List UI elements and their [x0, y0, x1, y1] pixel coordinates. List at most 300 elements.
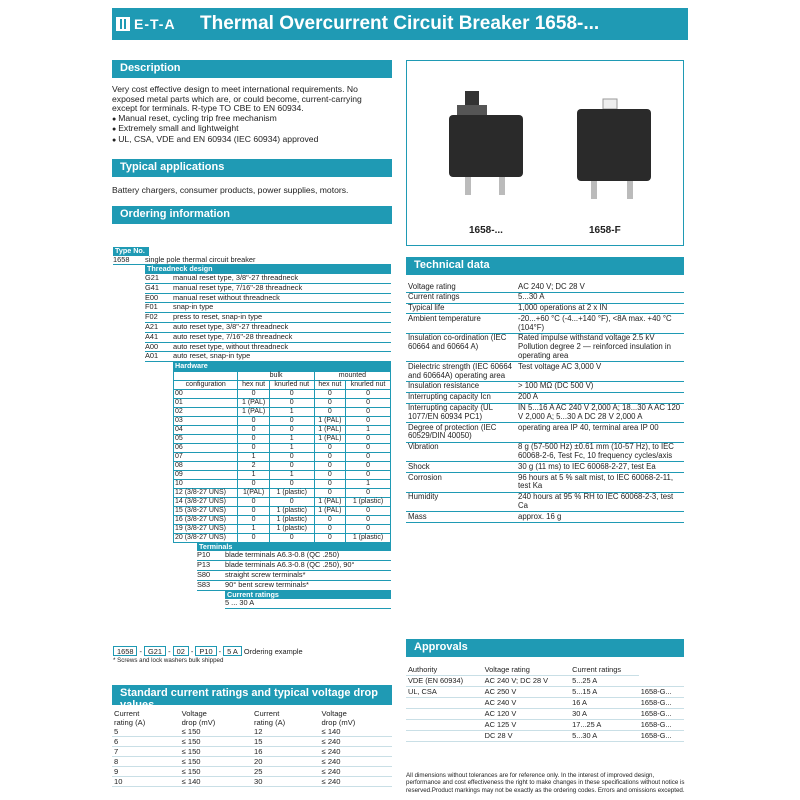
thread-desc: manual reset type, 7/16"-28 threadneck	[173, 282, 303, 292]
thread-code: A41	[145, 331, 159, 341]
hw-cell: 1 (plastic)	[269, 488, 314, 497]
hw-cell: 0	[238, 506, 269, 515]
tech-key: Degree of protection (IEC 60529/DIN 40050)	[406, 423, 516, 443]
std-col-header: Current rating (A)	[253, 709, 286, 727]
tech-value: 96 hours at 5 % salt mist, to IEC 60068-2-11, test Ka	[516, 473, 684, 493]
hw-cell: 1 (plastic)	[269, 524, 314, 533]
hw-cell: 0	[346, 488, 391, 497]
std-cell: ≤ 240	[320, 757, 392, 767]
hw-cell: 0	[314, 461, 345, 470]
hw-cell: 0	[314, 443, 345, 452]
tech-key: Vibration	[406, 442, 516, 462]
tech-key: Dielectric strength (IEC 60664 and 60664A) operating area	[406, 362, 516, 382]
hw-row	[174, 479, 391, 488]
std-row	[112, 777, 392, 787]
hw-cell: 0	[346, 416, 391, 425]
hw-cell: 0	[314, 470, 345, 479]
std-cell: ≤ 140	[320, 727, 392, 737]
hw-cell: 1 (plastic)	[346, 533, 391, 542]
hw-cell: 03	[174, 416, 238, 425]
hw-cell: 1(PAL)	[238, 488, 269, 497]
std-cell: ≤ 150	[180, 727, 252, 737]
hw-cell: 0	[346, 452, 391, 461]
std-col-header: Current rating (A)	[114, 709, 146, 727]
hw-cell: 0	[346, 524, 391, 533]
approvals-row	[406, 709, 684, 720]
description-heading: Description	[112, 60, 392, 78]
std-cell: ≤ 240	[320, 737, 392, 747]
std-row	[112, 747, 392, 757]
hw-cell: 0	[238, 479, 269, 488]
hw-bulk: bulk	[238, 371, 314, 380]
hw-cell: 0	[269, 452, 314, 461]
tech-key: Ambient temperature	[406, 314, 516, 334]
tech-row	[406, 423, 684, 443]
hw-cell: 1	[269, 443, 314, 452]
terminal-rows	[197, 551, 391, 590]
approvals-cell: 5...30 A	[570, 731, 639, 742]
tech-key: Current ratings	[406, 292, 516, 303]
hw-cell: 0	[314, 524, 345, 533]
tech-row	[406, 292, 684, 303]
hw-row	[174, 488, 391, 497]
description-line: except for terminals. R-type TO CBE to EN 60934.	[112, 103, 304, 114]
std-cell: 20	[252, 757, 320, 767]
tech-value: 240 hours at 95 % RH to IEC 60068-2-3, test Ca	[516, 492, 684, 512]
ordering-footnote: * Screws and lock washers bulk shipped	[113, 657, 224, 664]
page-header	[112, 8, 688, 40]
std-cell: 6	[112, 737, 180, 747]
hw-cell: 09	[174, 470, 238, 479]
ratings-section	[225, 591, 391, 609]
tech-key: Interrupting capacity Icn	[406, 392, 516, 403]
example-type: 1658	[113, 646, 137, 656]
tech-value: 8 g (57-500 Hz) ±0.61 mm (10-57 Hz), to IEC 60068-2-6, Test Fc, 10 frequency cycles/axis	[516, 442, 684, 462]
breaker-body-2	[577, 109, 651, 181]
std-cell: ≤ 240	[320, 747, 392, 757]
type-desc: single pole thermal circuit breaker	[145, 254, 256, 264]
approvals-cell	[639, 676, 684, 687]
thread-code: E00	[145, 292, 159, 302]
terminals-section	[197, 543, 391, 609]
hw-header-row	[174, 380, 391, 389]
thread-code: G21	[145, 272, 159, 282]
hw-cell: 1 (plastic)	[269, 506, 314, 515]
thread-code: F01	[145, 302, 158, 312]
approvals-cell	[406, 731, 483, 742]
terminal-desc: straight screw terminals*	[225, 569, 306, 579]
tech-key: Corrosion	[406, 473, 516, 493]
hw-cell: 0	[346, 506, 391, 515]
hw-col-header: knurled nut	[269, 380, 314, 389]
std-row	[112, 767, 392, 777]
tech-value: Test voltage AC 3,000 V	[516, 362, 684, 382]
approvals-cell: AC 240 V	[483, 698, 571, 709]
bullet-item: ● UL, CSA, VDE and EN 60934 (IEC 60934) approved	[112, 134, 318, 144]
hw-cell: 0	[269, 533, 314, 542]
example-hardware: 02	[173, 646, 189, 656]
hw-cell: 0	[314, 488, 345, 497]
std-header-row	[112, 709, 392, 727]
approvals-cell	[406, 720, 483, 731]
thread-label: Threadneck design	[145, 265, 391, 274]
approvals-col-header: Voltage rating	[483, 665, 571, 676]
hw-cell: 0	[346, 515, 391, 524]
reset-button-1	[465, 91, 479, 105]
bullet-list	[112, 114, 402, 146]
tech-body	[406, 282, 684, 523]
approvals-col-header: Authority	[406, 665, 483, 676]
breaker-body-1	[449, 115, 523, 177]
hw-cell: 0	[269, 416, 314, 425]
description-line: Very cost effective design to meet international requirements. No	[112, 84, 358, 94]
terminal-1b	[499, 177, 505, 195]
hw-row	[174, 452, 391, 461]
approvals-header-row	[406, 665, 684, 676]
example-rating: 5 A	[223, 646, 242, 656]
applications-heading: Typical applications	[112, 159, 392, 177]
approvals-row	[406, 687, 684, 698]
hw-cell: 2	[238, 461, 269, 470]
approvals-body	[406, 676, 684, 742]
hw-row	[174, 470, 391, 479]
hw-row	[174, 425, 391, 434]
tech-row	[406, 512, 684, 523]
hw-cell: 20 (3/8-27 UNS)	[174, 533, 238, 542]
hw-cell: 0	[269, 425, 314, 434]
approvals-row	[406, 698, 684, 709]
hardware-table	[173, 371, 391, 543]
tech-row	[406, 492, 684, 512]
thread-rows	[145, 274, 391, 362]
hw-row	[174, 497, 391, 506]
hw-cell: 07	[174, 452, 238, 461]
approvals-cell: 5...15 A	[570, 687, 639, 698]
approvals-cell	[406, 709, 483, 720]
hw-cell: 0	[346, 443, 391, 452]
approvals-cell	[406, 698, 483, 709]
hw-col-header: hex nut	[314, 380, 345, 389]
disclaimer: All dimensions without tolerances are for reference only. In the interest of improved design, performance and cost effectiveness the right to make changes in these specifications without notice is reserved.Product markings may not be exactly as the ordering codes. Errors and omissions excepted.	[406, 772, 685, 794]
bullet-item: ● Manual reset, cycling trip free mechanism	[112, 113, 277, 123]
thread-desc: auto reset type, without threadneck	[173, 341, 289, 351]
approvals-cell: 1658-G...	[639, 698, 684, 709]
thread-code: A21	[145, 321, 159, 331]
thread-desc: press to reset, snap-in type	[173, 312, 263, 322]
tech-key: Typical life	[406, 303, 516, 314]
tech-key: Interrupting capacity (UL 1077/EN 60934 PC1)	[406, 403, 516, 423]
hw-row	[174, 533, 391, 542]
hw-cell: 0	[346, 407, 391, 416]
approvals-row	[406, 731, 684, 742]
std-cell: 10	[112, 777, 180, 787]
hw-cell: 1 (PAL)	[314, 416, 345, 425]
hw-cell: 0	[346, 398, 391, 407]
hw-cell: 19 (3/8-27 UNS)	[174, 524, 238, 533]
approvals-cell: 1658-G...	[639, 731, 684, 742]
hw-col-header: hex nut	[238, 380, 269, 389]
tech-row	[406, 403, 684, 423]
approvals-heading: Approvals	[406, 639, 684, 657]
hw-cell: 04	[174, 425, 238, 434]
hw-row	[174, 443, 391, 452]
tech-key: Insulation resistance	[406, 381, 516, 392]
approvals-cell: 1658-G...	[639, 687, 684, 698]
hw-cell: 0	[238, 425, 269, 434]
hw-cell: 12 (3/8-27 UNS)	[174, 488, 238, 497]
hw-cell: 1 (PAL)	[314, 506, 345, 515]
ordering-block	[113, 247, 391, 609]
threadneck-1	[457, 105, 487, 115]
hw-cell: 1	[238, 470, 269, 479]
std-cell: 25	[252, 767, 320, 777]
approvals-cell: UL, CSA	[406, 687, 483, 698]
std-cell: ≤ 150	[180, 747, 252, 757]
hw-cell: 1 (PAL)	[314, 497, 345, 506]
hw-cell: 01	[174, 398, 238, 407]
terminal-desc: blade terminals A6.3-0.8 (QC .250)	[225, 550, 340, 560]
std-cell: 7	[112, 747, 180, 757]
std-cell: 5	[112, 727, 180, 737]
std-cell: 16	[252, 747, 320, 757]
hw-row	[174, 398, 391, 407]
hw-cell: 0	[314, 398, 345, 407]
tech-value: 1,000 operations at 2 x IN	[516, 303, 684, 314]
hw-cell: 1 (plastic)	[346, 497, 391, 506]
hw-body	[174, 389, 391, 542]
std-cell: ≤ 140	[180, 777, 252, 787]
hw-cell: 0	[238, 515, 269, 524]
approvals-cell: AC 240 V; DC 28 V	[483, 676, 571, 687]
hw-cell: 0	[314, 533, 345, 542]
approvals-cell: 17...25 A	[570, 720, 639, 731]
hw-cell: 0	[238, 389, 269, 398]
approvals-cell: AC 120 V	[483, 709, 571, 720]
thread-desc: auto reset, snap-in type	[173, 351, 251, 361]
hw-col-header: configuration	[174, 380, 238, 389]
hw-cell: 0	[269, 479, 314, 488]
hw-row	[174, 407, 391, 416]
hw-cell: 00	[174, 389, 238, 398]
ordering-heading: Ordering information	[112, 206, 392, 224]
std-cell: 30	[252, 777, 320, 787]
hw-cell: 1 (PAL)	[314, 434, 345, 443]
type-label: Type No.	[113, 247, 149, 256]
hardware-section	[173, 362, 391, 609]
thread-desc: auto reset type, 3/8"-27 threadneck	[173, 321, 289, 331]
std-cell: 12	[252, 727, 320, 737]
hw-cell: 0	[238, 497, 269, 506]
approvals-cell: DC 28 V	[483, 731, 571, 742]
hw-blank	[174, 371, 238, 380]
eta-logo	[116, 13, 192, 35]
thread-code: A00	[145, 341, 159, 351]
hw-row	[174, 524, 391, 533]
std-cell: ≤ 150	[180, 767, 252, 777]
hw-cell: 0	[314, 479, 345, 488]
hw-cell: 08	[174, 461, 238, 470]
hw-row	[174, 416, 391, 425]
tech-row	[406, 381, 684, 392]
example-thread: G21	[144, 646, 166, 656]
hw-cell: 0	[269, 461, 314, 470]
thread-section	[145, 265, 391, 609]
description-line: exposed metal parts which are, or could become, current-carrying	[112, 93, 362, 104]
page-title: Thermal Overcurrent Circuit Breaker 1658-...	[200, 13, 600, 34]
std-cell: 8	[112, 757, 180, 767]
tech-row	[406, 333, 684, 361]
hw-cell: 0	[238, 416, 269, 425]
std-cell: ≤ 150	[180, 737, 252, 747]
hw-row	[174, 506, 391, 515]
hw-cell: 0	[269, 389, 314, 398]
tech-key: Humidity	[406, 492, 516, 512]
technical-heading: Technical data	[406, 257, 684, 275]
logo-icon	[116, 17, 130, 31]
hw-row	[174, 434, 391, 443]
terminal-code: P10	[197, 550, 211, 560]
hw-cell: 0	[238, 443, 269, 452]
thread-desc: snap-in type	[173, 302, 214, 312]
approvals-cell: AC 250 V	[483, 687, 571, 698]
tech-value: -20...+60 °C (-4...+140 °F), <8A max. +40 °C (104°F)	[516, 314, 684, 334]
std-row	[112, 727, 392, 737]
approvals-cell: AC 125 V	[483, 720, 571, 731]
description-text	[112, 85, 402, 146]
terminal-desc: 90° bent screw terminals*	[225, 579, 309, 589]
example-label: Ordering example	[243, 647, 303, 656]
product-photo	[406, 60, 684, 246]
tech-row	[406, 462, 684, 473]
hw-cell: 1 (PAL)	[314, 425, 345, 434]
hw-row	[174, 515, 391, 524]
hw-row	[174, 461, 391, 470]
reset-button-2	[603, 99, 617, 109]
tech-row	[406, 362, 684, 382]
tech-key: Voltage rating	[406, 282, 516, 292]
hardware-label: Hardware	[173, 362, 391, 371]
example-terminal: P10	[195, 646, 216, 656]
approvals-cell: 1658-G...	[639, 709, 684, 720]
hw-cell: 06	[174, 443, 238, 452]
ratings-label: Current ratings	[225, 591, 391, 600]
tech-row	[406, 392, 684, 403]
hw-cell: 0	[238, 434, 269, 443]
hw-cell: 1 (PAL)	[238, 407, 269, 416]
tech-value: 30 g (11 ms) to IEC 60068-2-27, test Ea	[516, 462, 684, 473]
hw-cell: 1	[269, 407, 314, 416]
approvals-table	[406, 665, 684, 742]
tech-key: Insulation co-ordination (IEC 60664 and 60664 A)	[406, 333, 516, 361]
approvals-cell: 30 A	[570, 709, 639, 720]
hw-cell: 1 (PAL)	[238, 398, 269, 407]
tech-value: IN 5...16 A AC 240 V 2,000 A; 18...30 A AC 120 V 2,000 A; 5...30 A DC 28 V 2,000 A	[516, 403, 684, 423]
hw-mounted: mounted	[314, 371, 390, 380]
hw-cell: 1	[269, 470, 314, 479]
std-row	[112, 757, 392, 767]
tech-value: operating area IP 40, terminal area IP 00	[516, 423, 684, 443]
tech-value: 200 A	[516, 392, 684, 403]
tech-key: Mass	[406, 512, 516, 523]
terminal-1a	[465, 177, 471, 195]
approvals-row	[406, 720, 684, 731]
thread-desc: auto reset type, 7/16"-28 threadneck	[173, 331, 293, 341]
tech-row	[406, 473, 684, 493]
breaker-images	[407, 61, 683, 245]
terminal-2a	[591, 181, 597, 199]
standard-heading: Standard current ratings and typical voltage drop values	[112, 685, 392, 705]
hw-cell: 1	[346, 425, 391, 434]
terminal-2b	[627, 181, 633, 199]
approvals-cell: VDE (EN 60934)	[406, 676, 483, 687]
photo-label-1: 1658-...	[469, 225, 503, 236]
hw-cell: 1 (plastic)	[269, 515, 314, 524]
tech-row	[406, 282, 684, 292]
ordering-example: 1658 - G21 - 02 - P10 - 5 A Ordering example	[113, 646, 303, 657]
tech-value: AC 240 V; DC 28 V	[516, 282, 684, 292]
bullet-item: ● Extremely small and lightweight	[112, 123, 239, 133]
hw-cell: 0	[314, 389, 345, 398]
std-col-header: Voltage drop (mV)	[321, 709, 356, 727]
hw-cell: 16 (3/8-27 UNS)	[174, 515, 238, 524]
hw-cell: 14 (3/8-27 UNS)	[174, 497, 238, 506]
applications-text: Battery chargers, consumer products, power supplies, motors.	[112, 185, 349, 195]
std-cell: ≤ 240	[320, 767, 392, 777]
thread-code: A01	[145, 351, 159, 361]
logo-text: E-T-A	[134, 16, 176, 32]
std-col-header: Voltage drop (mV)	[181, 709, 216, 727]
std-cell: ≤ 240	[320, 777, 392, 787]
tech-value: 5...30 A	[516, 292, 684, 303]
approvals-cell: 5...25 A	[570, 676, 639, 687]
terminals-label: Terminals	[197, 543, 391, 552]
tech-row	[406, 303, 684, 314]
hw-cell: 0	[269, 398, 314, 407]
ratings-value: 5 ... 30 A	[225, 599, 391, 609]
terminal-code: P13	[197, 560, 211, 570]
std-cell: 9	[112, 767, 180, 777]
hw-cell: 15 (3/8-27 UNS)	[174, 506, 238, 515]
approvals-row	[406, 676, 684, 687]
hw-cell: 02	[174, 407, 238, 416]
hw-cell: 0	[346, 461, 391, 470]
photo-label-2: 1658-F	[589, 225, 621, 236]
std-cell: 15	[252, 737, 320, 747]
thread-code: G41	[145, 282, 159, 292]
terminal-code: S83	[197, 579, 211, 589]
hw-cell: 0	[238, 533, 269, 542]
approvals-cell: 16 A	[570, 698, 639, 709]
type-code: 1658	[113, 254, 130, 264]
tech-row	[406, 314, 684, 334]
tech-value: Rated impulse withstand voltage 2.5 kV Pollution degree 2 — reinforced insulation in operating area	[516, 333, 684, 361]
tech-key: Shock	[406, 462, 516, 473]
technical-table	[406, 282, 684, 523]
hw-cell: 05	[174, 434, 238, 443]
hw-cell: 0	[346, 434, 391, 443]
hw-cell: 0	[346, 389, 391, 398]
hw-cell: 1	[238, 524, 269, 533]
std-cell: ≤ 150	[180, 757, 252, 767]
std-row	[112, 737, 392, 747]
hw-row	[174, 389, 391, 398]
thread-desc: manual reset without threadneck	[173, 292, 280, 302]
hw-cell: 0	[269, 497, 314, 506]
hw-cell: 1	[269, 434, 314, 443]
hw-cell: 1	[238, 452, 269, 461]
terminal-code: S80	[197, 569, 211, 579]
approvals-cell: 1658-G...	[639, 720, 684, 731]
